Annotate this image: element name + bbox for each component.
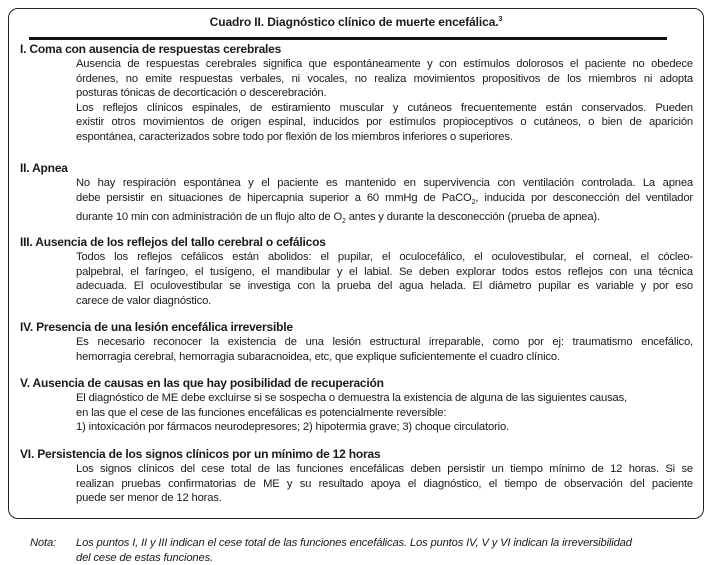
section-heading: II. Apnea (20, 161, 68, 175)
text-line: No hay respiración espontánea y el paciente es mantenido en supervivencia con ventilación controlada. La apnea (76, 177, 693, 189)
text-segment: , inducida por desconección del ventilador (475, 191, 694, 204)
section-heading: VI. Persistencia de los signos clínicos por un mínimo de 12 horas (20, 447, 381, 461)
text-line: realizan pruebas confirmatorias de ME y su resultado apoya el diagnóstico, el tiempo de observación del paciente (76, 477, 693, 490)
text-line: puede ser menor de 12 horas. (76, 492, 222, 504)
section-body (20, 391, 693, 435)
title-rule (29, 37, 667, 40)
section-4 (20, 320, 693, 364)
text-line: Los signos clínicos del cese total de las funciones encefálicas deben persistir un tiempo mínimo de 12 horas. Si se (76, 463, 693, 475)
section-3 (20, 235, 693, 308)
text-line: Todos los reflejos cefálicos están abolidos: el pupilar, el oculocefálico, el oculovestibular, el corneal, el cócleo- (76, 251, 693, 263)
section-body (20, 250, 693, 308)
note-line: del cese de estas funciones. (76, 551, 213, 564)
text-line (76, 191, 693, 211)
section-body (20, 462, 693, 506)
subscript: 2 (471, 198, 476, 206)
note-label: Nota: (30, 537, 56, 549)
text-line: 1) intoxicación por fármacos neurodepresores; 2) hipotermia grave; 3) choque circulatorio. (76, 421, 509, 433)
text-line: adecuada. El oculovestibular se investiga con la prueba del agua helada. El diámetro pupilar es variable y por eso (76, 280, 693, 292)
table-title (9, 15, 703, 29)
text-line: Es necesario reconocer la existencia de una lesión estructural irreparable, como por ej: traumatismo encefálico, (76, 336, 693, 348)
section-heading: III. Ausencia de los reflejos del tallo cerebral o cefálicos (20, 235, 326, 249)
text-line: El diagnóstico de ME debe excluirse si se sospecha o demuestra la existencia de alguna de las siguientes causas, (76, 392, 627, 404)
text-segment: antes y durante la desconección (prueba de apnea). (345, 211, 600, 223)
note-text (76, 536, 706, 565)
section-body (20, 57, 693, 144)
section-5 (20, 376, 693, 435)
text-segment: durante 10 min con administración de un flujo alto de O (76, 211, 343, 223)
text-line: hemorragia cerebral, hemorragia subaracnoidea, etc, que explique suficientemente el cuadro clínico. (76, 350, 560, 363)
note-line: Los puntos I, II y III indican el cese total de las funciones encefálicas. Los puntos IV, V y VI indican la irreversibilidad (76, 537, 632, 549)
section-heading: I. Coma con ausencia de respuestas cerebrales (20, 42, 282, 56)
text-line: órdenes, no emite respuestas verbales, ni vocales, no realiza movimientos propositivos de los miembros ni adopta (76, 72, 693, 85)
text-segment: debe persistir en situaciones de hipercapnia superior a 60 mmHg de PaCO (76, 191, 472, 204)
text-line: carece de valor diagnóstico. (76, 294, 212, 307)
section-2 (20, 161, 693, 230)
section-heading: V. Ausencia de causas en las que hay posibilidad de recuperación (20, 376, 384, 390)
section-body (20, 176, 693, 230)
text-line: existir otros movimientos de origen espinal, inducidos por estímulos propioceptivos o cutáneos, o bien de aparición (76, 116, 693, 128)
text-line: Los reflejos clínicos espinales, de estiramiento muscular y cutáneos frecuentemente están conservados. Pueden (76, 101, 693, 114)
table-title-text: Cuadro II. Diagnóstico clínico de muerte encefálica. (209, 15, 499, 29)
text-line (76, 210, 693, 230)
section-body (20, 335, 693, 364)
section-6 (20, 447, 693, 506)
section-heading: IV. Presencia de una lesión encefálica irreversible (20, 320, 293, 334)
text-line: Ausencia de respuestas cerebrales significa que espontáneamente y con estímulos dolorosos el paciente no obedece (76, 58, 693, 70)
text-line: espontánea, caracterizados sobre todo por flexión de los miembros inferiores o superiores. (76, 130, 513, 143)
subscript: 2 (342, 218, 346, 225)
text-line: en las que el cese de las funciones encefálicas es potencialmente reversible: (76, 406, 447, 419)
text-line: palpebral, el faríngeo, el tusígeno, el mandibular y el labial. Se deben explorar todos estos reflejos con una técnica (76, 265, 693, 278)
section-1 (20, 42, 693, 144)
text-line: posturas tónicas de decorticación o descerebración. (76, 87, 327, 99)
title-reference: 3 (498, 16, 503, 23)
table-box (8, 8, 704, 519)
